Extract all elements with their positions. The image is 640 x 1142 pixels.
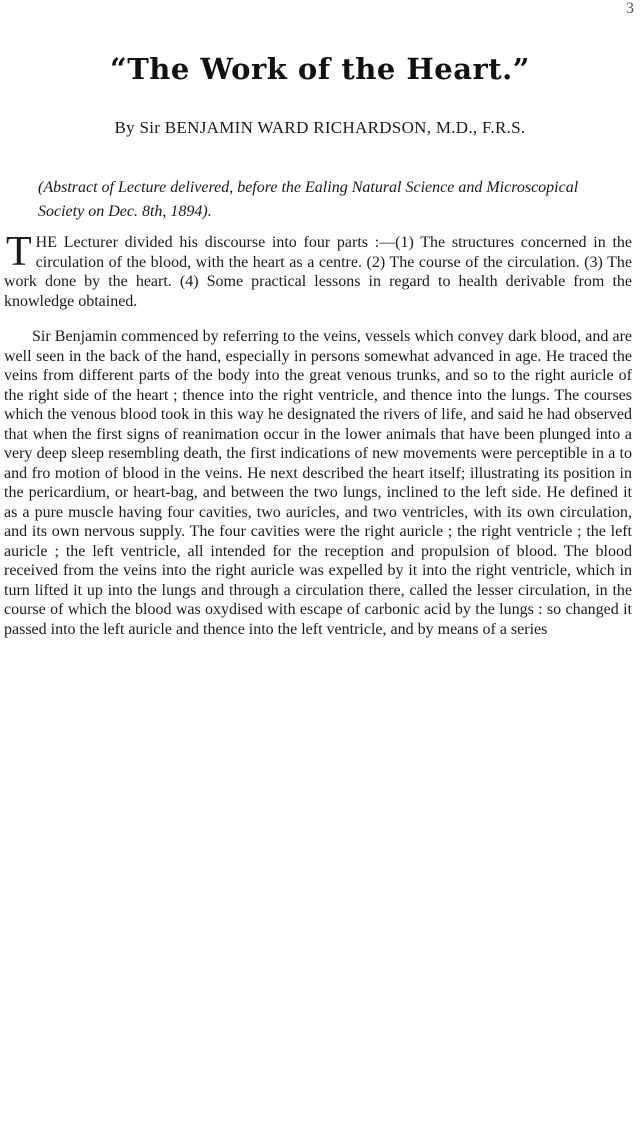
article-title: “The Work of the Heart.” <box>110 52 530 86</box>
paragraph-intro <box>0 229 640 311</box>
author-byline: By Sir BENJAMIN WARD RICHARDSON, M.D., F.R.S. <box>114 118 526 137</box>
paragraph-veins: Sir Benjamin commenced by referring to the veins, vessels which convey dark blood, and are well seen in the back of the hand, especially in persons somewhat advanced in age. He traced the veins from different parts of the body into the great venous trunks, and so to the right auricle of the right side of the heart ; thence into the right ventricle, and thence into the lungs. The courses which the venous blood took in this way he designated the rivers of life, and said he had observed that when the first signs of reanimation occur in the lower animals that have been plunged into a very deep sleep resembling death, the first indications of new movements were perceptible in a to and fro motion of blood in the veins. He next described the heart itself; illustrating its position in the pericardium, or heart-bag, and between the two lungs, inclined to the left side. He defined it as a pure muscle having four cavities, two auricles, and two ventricles, with its own circulation, and its own nervous supply. The four cavities were the right auricle ; the right ventricle ; the left auricle ; the left ventricle, all intended for the reception and propulsion of blood. The blood received from the veins into the right auricle was expelled by it into the right ventricle, which in turn lifted it up into the lungs and through a circulation there, called the lesser circulation, in the course of which the blood was oxydised with escape of carbonic acid by the lungs : so changed it passed into the left auricle and thence into the left ventricle, and by means of a series <box>4 328 632 638</box>
abstract-note: (Abstract of Lecture delivered, before the Ealing Natural Science and Microscopical Society on Dec. 8th, 1894). <box>38 179 579 220</box>
article-body <box>0 229 640 639</box>
page-number: 3 <box>626 0 634 17</box>
paragraph-intro-text: HE Lecturer divided his discourse into four parts :—(1) The structures concerned in the circulation of the blood, with the heart as a centre. (2) The course of the circulation. (3) The work done by the heart. (4) Some practical lessons in regard to health derivable from the knowledge obtained. <box>4 234 632 310</box>
drop-cap: T <box>6 229 32 275</box>
